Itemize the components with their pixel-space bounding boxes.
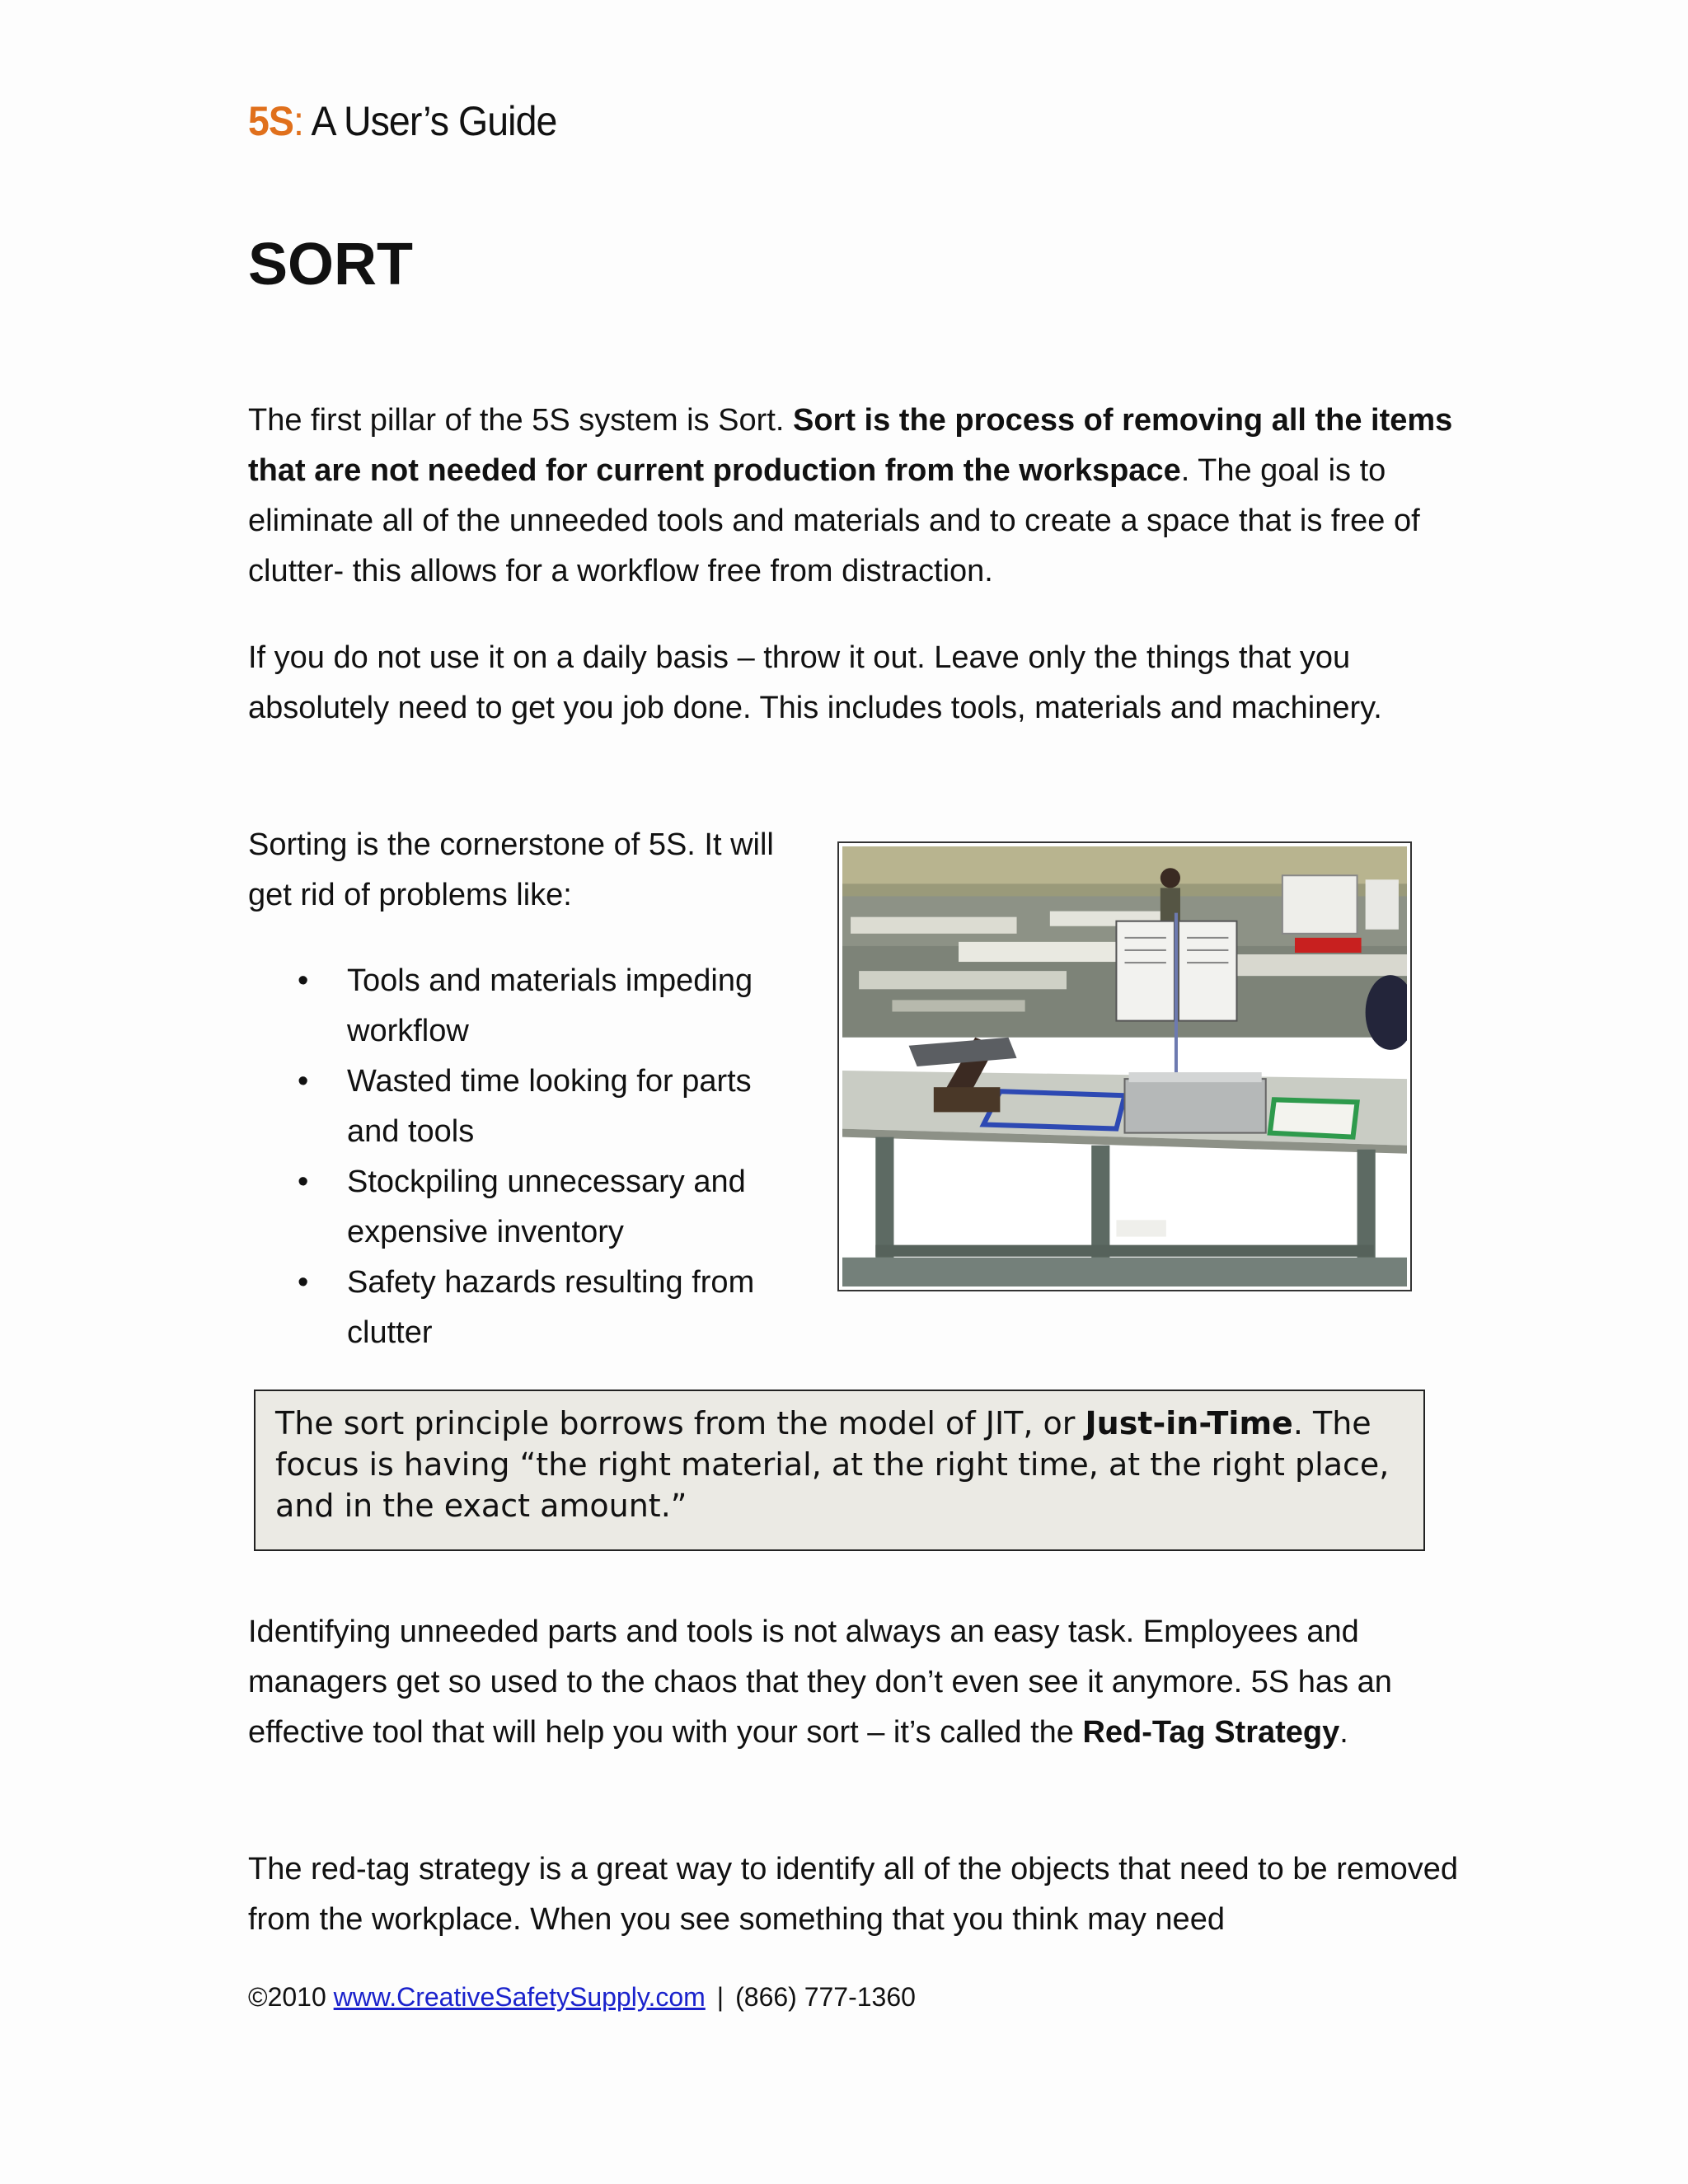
list-item-text: Safety hazards resulting from clutter bbox=[347, 1265, 755, 1350]
list-item bbox=[248, 956, 809, 1057]
phone-number: (866) 777-1360 bbox=[735, 1982, 916, 2012]
jit-callout-box bbox=[254, 1390, 1425, 1551]
callout-text-cont: . The focus is having “the right material, at the right time, at the right place, and in the exact amount.” bbox=[275, 1405, 1390, 1524]
workshop-photo bbox=[837, 841, 1412, 1291]
intro-text: The first pillar of the 5S system is Sort. bbox=[248, 403, 793, 438]
callout-text: The sort principle borrows from the model of JIT, or bbox=[275, 1405, 1085, 1441]
footer-separator: | bbox=[716, 1982, 724, 2012]
bullet-icon: • bbox=[298, 1064, 309, 1099]
red-tag-intro-paragraph bbox=[248, 1607, 1468, 1758]
list-item-text: Stockpiling unnecessary and expensive inventory bbox=[347, 1165, 746, 1249]
jit-term: Just-in-Time bbox=[1085, 1405, 1293, 1441]
problem-list bbox=[248, 956, 809, 1358]
bullet-icon: • bbox=[298, 1165, 309, 1199]
intro-paragraph bbox=[248, 396, 1460, 597]
sort-definition: Sort is the process of removing all the items that are not needed for current production from the workspace bbox=[248, 403, 1453, 488]
cornerstone-paragraph: Sorting is the cornerstone of 5S. It will get rid of problems like: bbox=[248, 827, 774, 912]
red-tag-paragraph: The red-tag strategy is a great way to identify all of the objects that need to be removed from the workplace. When you see something that you think may need bbox=[248, 1852, 1459, 1937]
page-footer bbox=[248, 1982, 916, 2013]
red-tag-intro-end: . bbox=[1339, 1715, 1348, 1750]
header-subtitle: A User’s Guide bbox=[303, 98, 557, 144]
website-link[interactable]: www.CreativeSafetySupply.com bbox=[333, 1982, 706, 2012]
list-item-text: Wasted time looking for parts and tools bbox=[347, 1064, 752, 1149]
header-colon: : bbox=[293, 98, 304, 144]
bullet-icon: • bbox=[298, 1265, 309, 1300]
intro-text-cont: . The goal is to eliminate all of the unneeded tools and materials and to create a space that is free of clutter- this allows for a workflow free from distraction. bbox=[248, 453, 1420, 588]
daily-basis-paragraph: If you do not use it on a daily basis – throw it out. Leave only the things that you absolutely need to get you job done. This includes tools, materials and machinery. bbox=[248, 640, 1382, 725]
brand-5s: 5S bbox=[248, 98, 294, 144]
list-item-text: Tools and materials impeding workflow bbox=[347, 963, 753, 1048]
workshop-photo-illustration bbox=[842, 846, 1407, 1286]
list-item bbox=[248, 1258, 809, 1358]
red-tag-intro-text: Identifying unneeded parts and tools is not always an easy task. Employees and managers get so used to the chaos that they don’t even see it anymore. 5S has an effective tool that will help you with your sort – it’s called the bbox=[248, 1615, 1392, 1750]
bullet-icon: • bbox=[298, 963, 309, 998]
page-title: SORT bbox=[248, 232, 414, 298]
list-item bbox=[248, 1057, 809, 1157]
red-tag-strategy-term: Red-Tag Strategy bbox=[1082, 1715, 1340, 1750]
list-item bbox=[248, 1157, 809, 1258]
guide-header bbox=[248, 97, 556, 145]
copyright-text: ©2010 bbox=[248, 1982, 334, 2012]
